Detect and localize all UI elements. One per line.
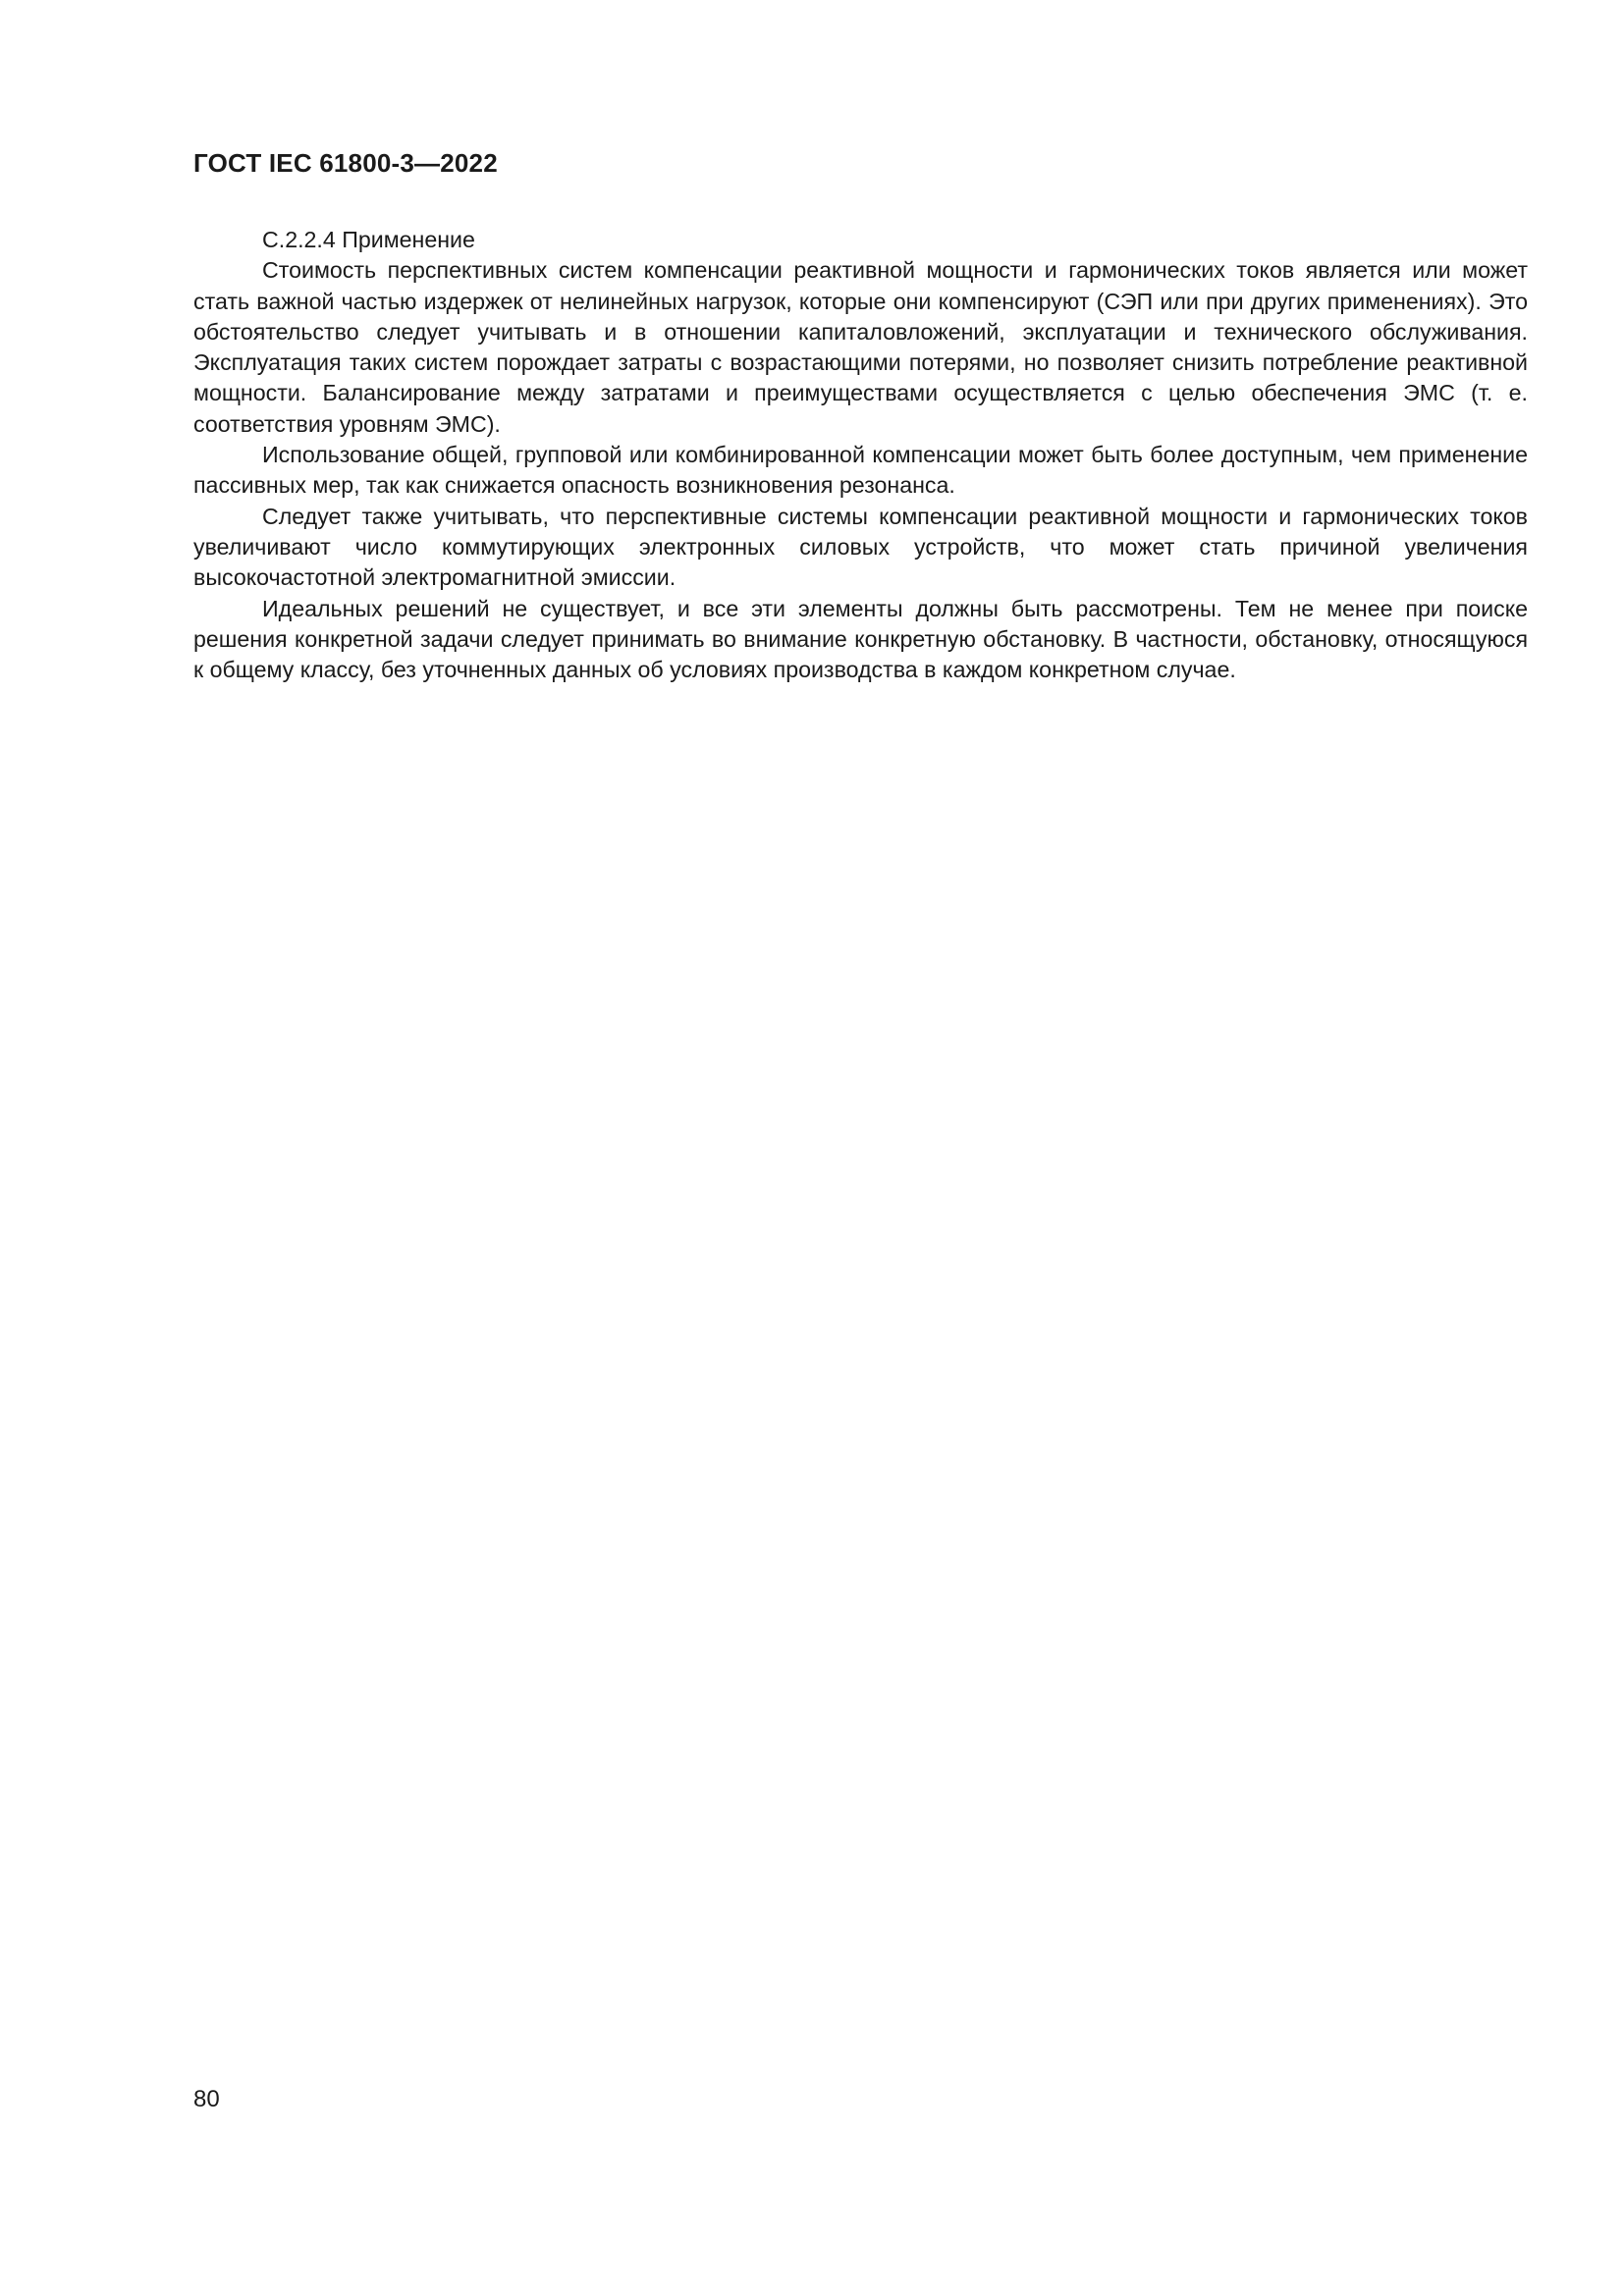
paragraph-compensation: Использование общей, групповой или комбинированной компенсации может быть более доступным, чем применение пассивных мер, так как снижается опасность возникновения резонанса.: [193, 442, 1528, 499]
paragraph-conclusion: Идеальных решений не существует, и все эти элементы должны быть рассмотрены. Тем не менее при поиске решения конкретной задачи следует принимать во внимание конкретную обстановку. В частности, обстановку, относящуюся к общему классу, без уточненных данных об условиях производства в каждом конкретном случае.: [193, 595, 1528, 683]
paragraph-cost: Стоимость перспективных систем компенсации реактивной мощности и гармонических токов является или может стать важной частью издержек от нелинейных нагрузок, которые они компенсируют (СЭП или при других применениях). Это обстоятельство следует учитывать и в отношении капиталовложений, эксплуатации и технического обслуживания. Эксплуатация таких систем порождает затраты с возрастающими потерями, но позволяет снизить потребление реактивной мощности. Балансирование между затратами и преимуществами осуществляется с целью обеспечения ЭМС (т. е. соответствия уровням ЭМС).: [193, 257, 1528, 437]
section-heading: С.2.2.4 Применение: [262, 227, 475, 252]
document-code-header: ГОСТ IEC 61800-3—2022: [193, 148, 498, 178]
section-content: [193, 225, 1528, 685]
page-number: 80: [193, 2086, 220, 2112]
paragraph-emission: Следует также учитывать, что перспективные системы компенсации реактивной мощности и гармонических токов увеличивают число коммутирующих электронных силовых устройств, что может стать причиной увеличения высокочастотной электромагнитной эмиссии.: [193, 503, 1528, 591]
